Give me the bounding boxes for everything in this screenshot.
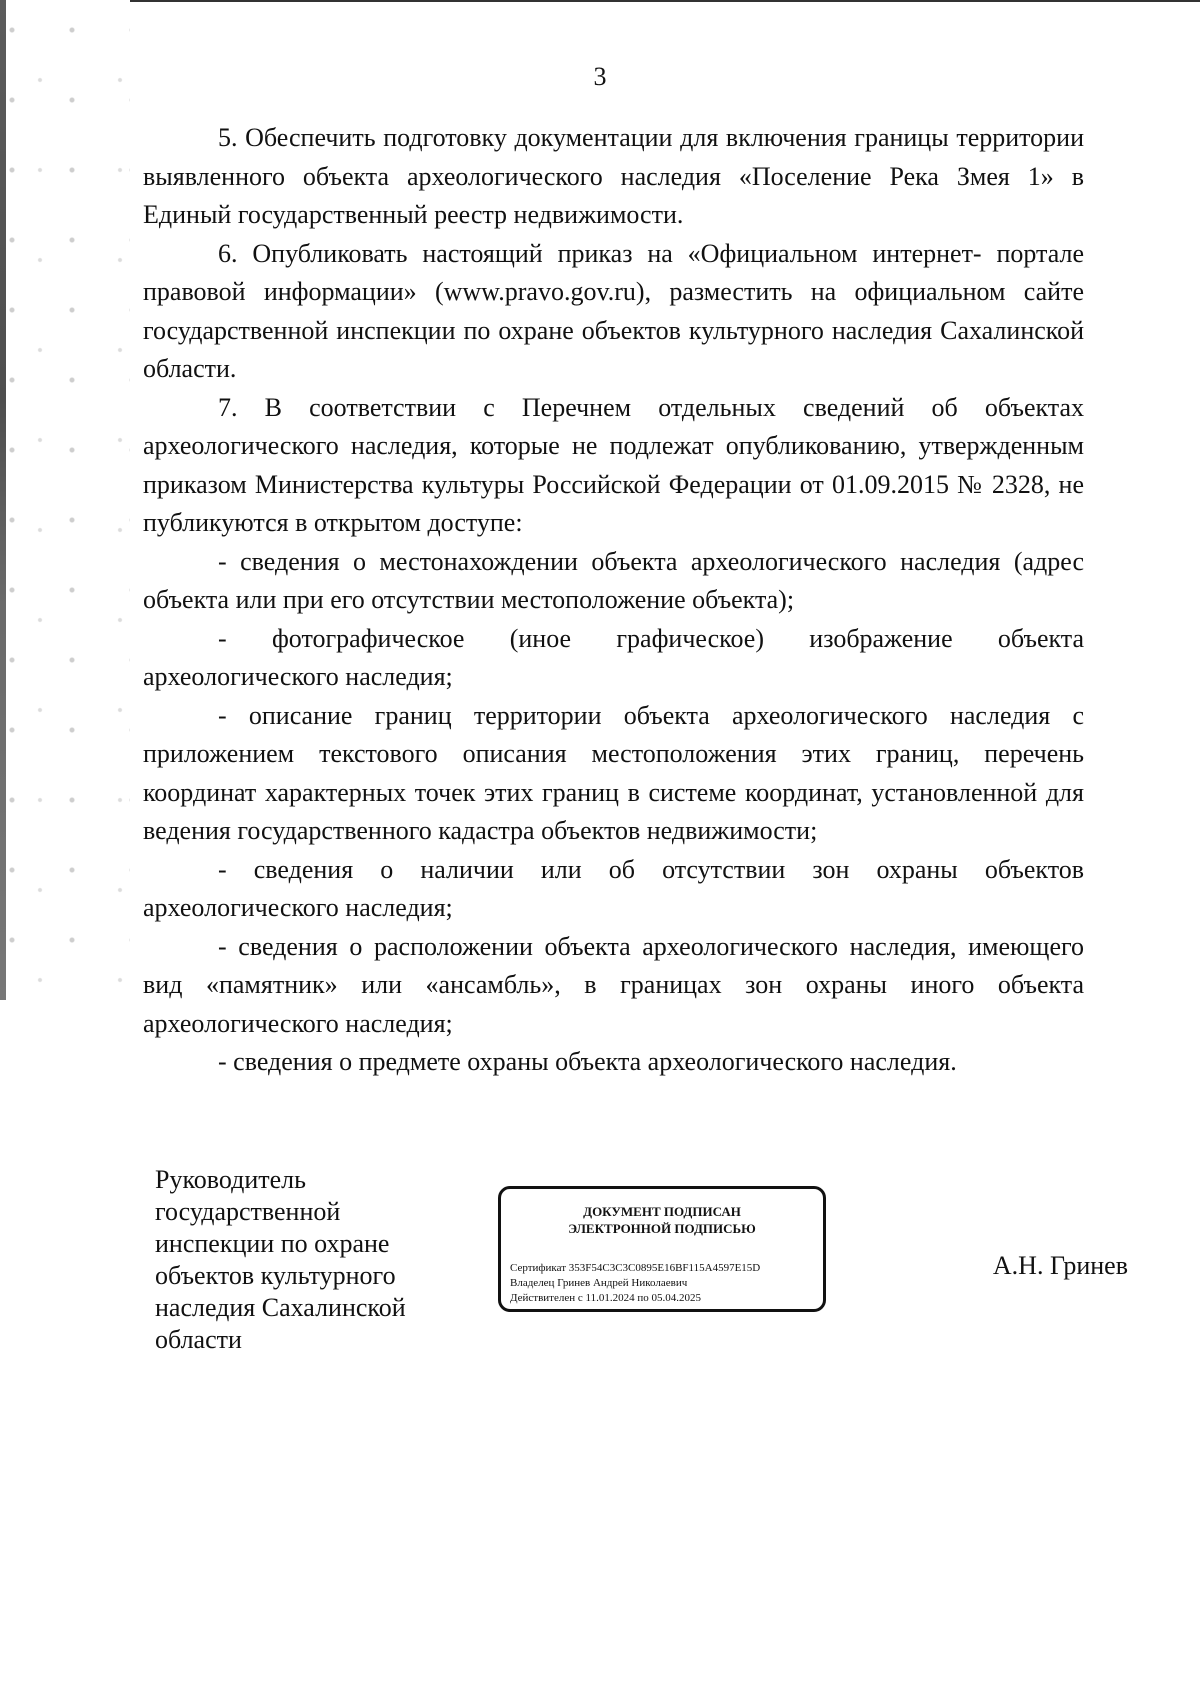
list-item-protection-subject: - сведения о предмете охраны объекта археологического наследия.	[218, 1047, 957, 1076]
list-item-boundaries: - описание границ территории объекта археологического наследия с приложением текстового описания местоположения этих границ, перечень координат характерных точек этих границ в системе координат, установленной для ведения государственного кадастра объектов недвижимости;	[143, 700, 1084, 845]
position-line: инспекции по охране	[155, 1229, 390, 1258]
list-item-protection-zones: - сведения о наличии или об отсутствии зон охраны объектов археологического наследия;	[143, 854, 1084, 922]
stamp-title	[501, 1203, 823, 1237]
stamp-validity: Действителен с 11.01.2024 по 05.04.2025	[510, 1292, 701, 1304]
position-line: объектов культурного	[155, 1261, 396, 1290]
page-number: 3	[593, 62, 607, 91]
scan-artifact-bar	[0, 0, 6, 1000]
signature-block	[0, 1164, 1200, 1364]
electronic-signature-stamp	[498, 1186, 826, 1312]
signer-position	[155, 1164, 455, 1356]
paragraph-7: 7. В соответствии с Перечнем отдельных сведений об объектах археологического наследия, которые не подлежат опубликованию, утвержденным приказом Министерства культуры Российской Федерации от 01.09.2015 № 2328, не публикуются в открытом доступе:	[143, 392, 1084, 537]
paragraph-6: 6. Опубликовать настоящий приказ на «Официальном интернет- портале правовой информации» (www.pravo.gov.ru), разместить на официальном сайте государственной инспекции по охране объектов культурного наследия Сахалинской области.	[143, 238, 1084, 383]
list-item-monument-location: - сведения о расположении объекта археологического наследия, имеющего вид «памятник» или «ансамбль», в границах зон охраны иного объекта археологического наследия;	[143, 931, 1084, 1038]
position-line: Руководитель	[155, 1165, 306, 1194]
position-line: области	[155, 1325, 242, 1354]
stamp-title-line2: ЭЛЕКТРОННОЙ ПОДПИСЬЮ	[568, 1221, 756, 1236]
position-line: государственной	[155, 1197, 341, 1226]
document-body	[143, 119, 1084, 1082]
list-item-location: - сведения о местонахождении объекта археологического наследия (адрес объекта или при его отсутствии местоположение объекта);	[143, 546, 1084, 614]
scan-artifact-edge	[0, 0, 130, 1000]
list-item-photo: - фотографическое (иное графическое) изображение объекта археологического наследия;	[143, 623, 1084, 691]
signer-name: А.Н. Гринев	[992, 1251, 1128, 1280]
stamp-details	[510, 1261, 760, 1306]
stamp-title-line1: ДОКУМЕНТ ПОДПИСАН	[583, 1204, 741, 1219]
position-line: наследия Сахалинской	[155, 1293, 406, 1322]
paragraph-5: 5. Обеспечить подготовку документации для включения границы территории выявленного объекта археологического наследия «Поселение Река Змея 1» в Единый государственный реестр недвижимости.	[143, 123, 1084, 229]
stamp-owner: Владелец Гринев Андрей Николаевич	[510, 1277, 688, 1289]
top-rule	[130, 0, 1200, 2]
stamp-certificate: Сертификат 353F54C3C3C0895E16BF115A4597E15D	[510, 1262, 761, 1274]
